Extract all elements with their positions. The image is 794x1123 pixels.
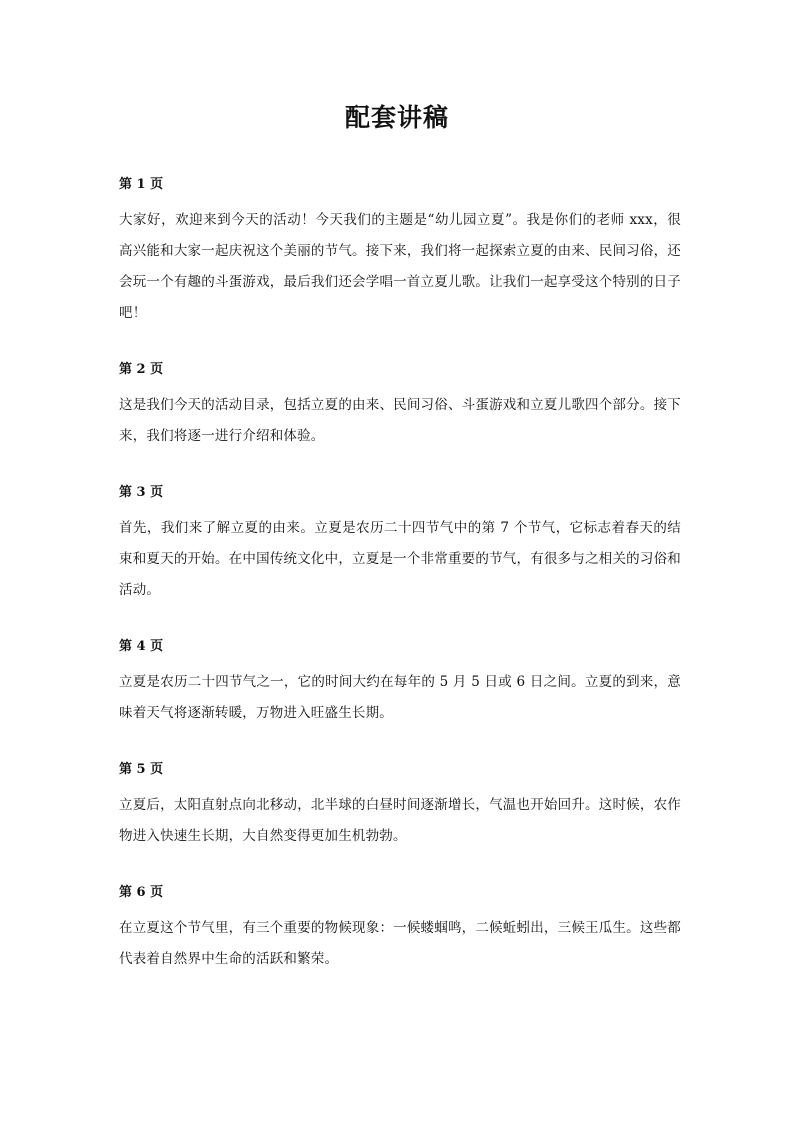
section-paragraph: 在立夏这个节气里，有三个重要的物候现象：一候蝼蝈鸣，二候蚯蚓出，三候王瓜生。这些都代表着自然界中生命的活跃和繁荣。: [119, 920, 681, 967]
section-heading: 第 6 页: [119, 885, 164, 900]
section-paragraph: 立夏后，太阳直射点向北移动，北半球的白昼时间逐渐增长，气温也开始回升。这时候，农作物进入快速生长期，大自然变得更加生机勃勃。: [119, 797, 681, 844]
section-paragraph: 首先，我们来了解立夏的由来。立夏是农历二十四节气中的第 7 个节气，它标志着春天的结束和夏天的开始。在中国传统文化中，立夏是一个非常重要的节气，有很多与之相关的习俗和活动。: [119, 520, 681, 598]
section-paragraph: 立夏是农历二十四节气之一，它的时间大约在每年的 5 月 5 日或 6 日之间。立夏的到来，意味着天气将逐渐转暖，万物进入旺盛生长期。: [119, 674, 681, 721]
section-heading: 第 3 页: [119, 485, 164, 500]
section-heading: 第 2 页: [119, 362, 164, 377]
section-heading: 第 5 页: [119, 762, 164, 777]
section-page-5: [119, 759, 681, 852]
section-page-4: [119, 636, 681, 729]
section-paragraph: 这是我们今天的活动目录，包括立夏的由来、民间习俗、斗蛋游戏和立夏儿歌四个部分。接下来，我们将逐一进行介绍和体验。: [119, 397, 681, 444]
section-page-3: [119, 482, 681, 606]
section-paragraph: 大家好，欢迎来到今天的活动！今天我们的主题是“幼儿园立夏”。我是你们的老师 xxx，很高兴能和大家一起庆祝这个美丽的节气。接下来，我们将一起探索立夏的由来、民间习俗，还会玩一个有趣的斗蛋游戏，最后我们还会学唱一首立夏儿歌。让我们一起享受这个特别的日子吧！: [119, 212, 681, 321]
section-page-1: [119, 174, 681, 329]
section-heading: 第 4 页: [119, 639, 164, 654]
section-page-6: [119, 882, 681, 975]
section-heading: 第 1 页: [119, 177, 164, 192]
page-title: 配套讲稿: [344, 103, 449, 132]
document-body: [119, 174, 681, 975]
section-page-2: [119, 359, 681, 452]
